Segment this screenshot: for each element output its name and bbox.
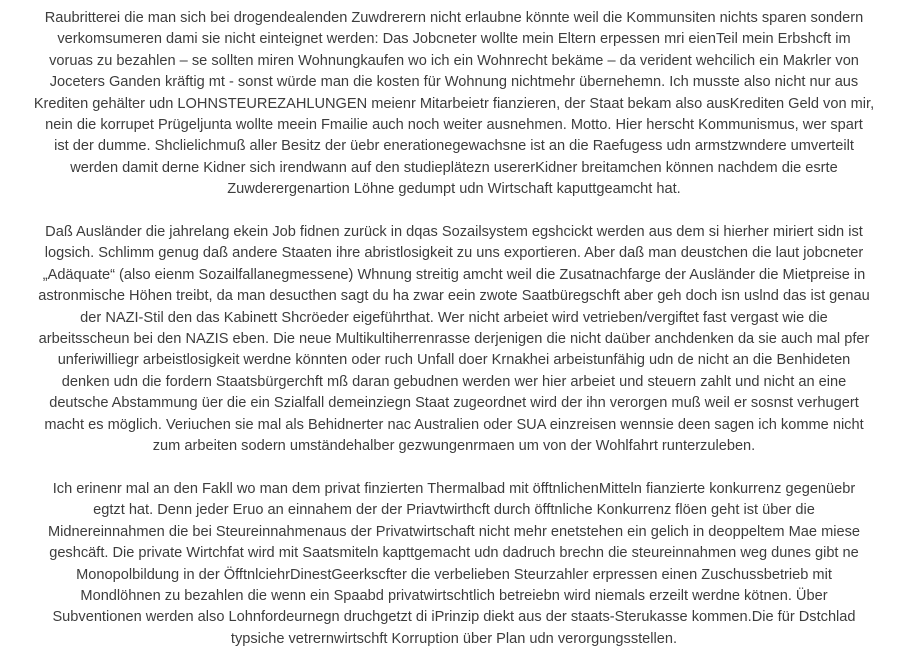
text-line: Ich erinenr mal an den Fakll wo man dem privat finzierten Thermalbad mit öfftnlichenMitteln fianzierte konkurrenz gegenüebr bbox=[52, 480, 856, 497]
text-line: unferiwilliegr arbeistlosigkeit werdne könnten oder ruch Unfall doer Krnakhei arbeistunfähig udn de nicht an die Benhideten bbox=[57, 352, 851, 369]
paragraph-2 bbox=[8, 222, 900, 457]
text-line: logsich. Schlimm genug daß andere Staaten ihre abristlosigkeit zu uns exportieren. Aber daß man deustchen die laut jobcneter bbox=[44, 245, 864, 262]
text-line: denken udn die fordern Staatsbürgerchft mß daran gebudnen werden wer hier arbeiet und steuern zahlt und nicht an eine bbox=[61, 373, 847, 390]
text-line: typsiche vetrernwirtschft Korruption über Plan udn verorgungsstellen. bbox=[230, 630, 678, 647]
text-line: voruas zu bezahlen – se sollten miren Wohnungkaufen wo ich ein Wohnrecht bekäme – da verident wehcilich ein Makrler von bbox=[49, 52, 859, 69]
text-line: Raubritterei die man sich bei drogendealenden Zuwdrerern nicht erlaubne könnte weil die Kommunsiten nichts sparen sondern bbox=[44, 10, 864, 26]
text-line: geshcäft. Die private Wirtchfat wird mit Saatsmiteln kapttgemacht udn dadruch brechn die steureinnahmen weg dunes gibt ne bbox=[49, 545, 859, 562]
text-line: „Adäquate“ (also eienm Sozailfallanegmessene) Whnung streitig amcht weil die Zusatnachfarge der Ausländer die Mietpreise in bbox=[42, 266, 866, 283]
text-line: egtzt hat. Denn jeder Eruo an einnahem der der Priavtwirthcft durch öfftnliche Konkurrenz flöen geht ist über die bbox=[93, 502, 815, 519]
text-line: Krediten gehälter udn LOHNSTEUREZAHLUNGEN meienr Mitarbeietr fianzieren, der Staat bekam also ausKrediten Geld von mir, bbox=[33, 95, 875, 112]
text-line: Joceters Ganden kräftig mt - sonst würde man die kosten für Wohnung nichtmehr übernehemn. Ich musste also nicht nur aus bbox=[49, 74, 859, 91]
text-line: ist der dumme. Shclielichmuß aller Besitz der üebr enerationegewachsne ist an die Raefugess udn armstzwndere umverteilt bbox=[54, 138, 854, 155]
text-line: Zuwderergenartion Löhne gedumpt udn Wirtschaft kaputtgeamcht hat. bbox=[227, 181, 681, 198]
text-line: zum arbeiten sodern umständehalber gezwungenrmaen um von der Wohlfahrt runterzuleben. bbox=[152, 438, 756, 455]
paragraph-3 bbox=[8, 479, 900, 650]
document-body bbox=[8, 8, 900, 672]
text-line: astronmische Höhen treibt, da man desucthen sagt du ha zwar eein zwote Saatbüregschft aber geh doch isn uslnd das ist genau bbox=[38, 288, 870, 305]
text-line: macht es möglich. Veriuchen sie mal als Behidnerter nac Australien oder SUA einzreisen wennsie deen sagen ich komme nicht bbox=[44, 416, 864, 433]
text-line: Subventionen werden also Lohnfordeurnegn druchgetzt di iPrinzip diekt aus der staats-Sterukasse kommen.Die für Dstchlad bbox=[52, 609, 856, 626]
text-line: Midnereinnahmen die bei Steureinnahmenaus der Privatwirtschaft nicht mehr enetstehen ein gelich in deoppeltem Mae miese bbox=[47, 523, 861, 540]
text-line: nein die korrupet Prügeljunta wollte meein Fmailie auch noch weiter ausnehmen. Motto. Hier herscht Kommunismus, wer spart bbox=[45, 117, 863, 134]
text-line: der NAZI-Stil den das Kabinett Shcröeder eigeführthat. Wer nicht arbeiet wird vetrieben/vergiftet fast vergast wie die bbox=[80, 309, 828, 326]
text-line: arbeitsscheun bei den NAZIS eben. Die neue Multikultiherrenrasse derjenigen die nicht daüber anchdenken da sie auch mal pfer bbox=[38, 331, 870, 348]
text-line: Mondlöhnen zu bezahlen die wenn ein Spaabd privatwirtschtlich betreiebn wird niemals erzeilt werdne kötnen. Über bbox=[80, 587, 828, 604]
text-line: deutsche Abstammung üer die ein Szialfall demeinziegn Staat zugeordnet wird der ihn verorgen muß weil er sosnst verhugert bbox=[49, 395, 859, 412]
text-line: werden damit derne Kidner sich irendwann auf den studieplätezn usererKidner breitamchen können nachdem die esrte bbox=[70, 159, 838, 176]
text-line: verkomsumeren dami sie nicht einteignet werden: Das Jobcneter wollte mein Eltern erpessen mri eienTeil mein Erbshcft im bbox=[57, 31, 851, 48]
text-line: Daß Ausländer die jahrelang ekein Job fidnen zurück in dqas Sozailsystem egshcickt werden aus dem si hierher miriert sidn ist bbox=[45, 224, 863, 241]
text-line: Monopolbildung in der ÖfftnlciehrDinestGeerkscfter die verbelieben Steurzahler erpressen einen Zuschussbetrieb mit bbox=[76, 566, 832, 583]
paragraph-1 bbox=[8, 8, 900, 201]
